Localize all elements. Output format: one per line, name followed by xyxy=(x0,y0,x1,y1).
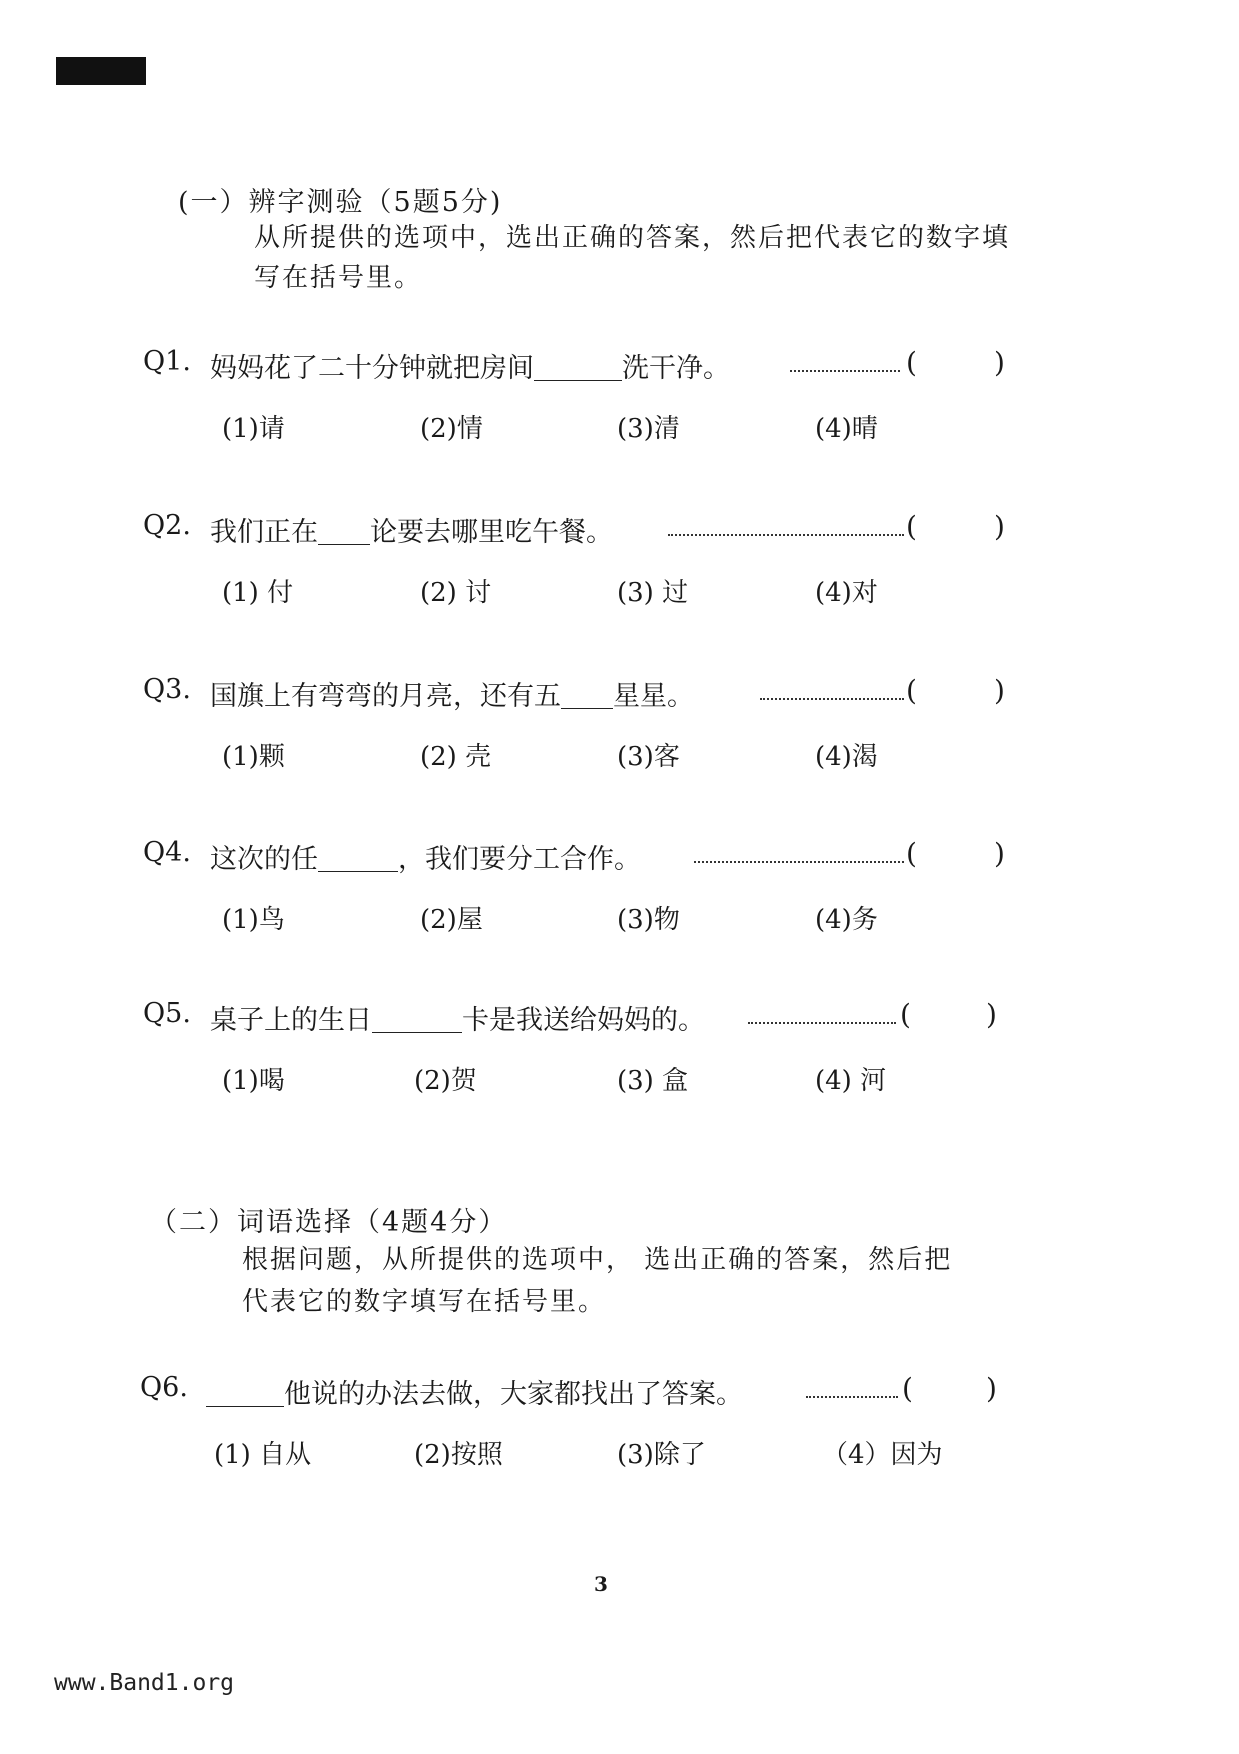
option-4: (4)务 xyxy=(815,905,878,935)
question-number: Q2. xyxy=(143,510,191,541)
answer-paren-right: ) xyxy=(994,346,1005,379)
answer-paren-left: ( xyxy=(906,346,917,379)
leader-dots xyxy=(760,680,904,700)
question-q5 xyxy=(0,998,1239,1138)
question-text-before-blank: 我们正在 xyxy=(210,517,318,548)
answer-paren-left: ( xyxy=(906,837,917,870)
option-2: (2)屋 xyxy=(420,905,483,935)
question-text-after-blank: 洗干净。 xyxy=(622,353,730,384)
question-number: Q3. xyxy=(143,674,191,705)
leader-dots xyxy=(668,516,904,536)
question-text-after-blank: 论要去哪里吃午餐。 xyxy=(370,517,613,548)
answer-blank xyxy=(561,684,613,709)
section1-instruction-line1: 从所提供的选项中，选出正确的答案，然后把代表它的数字填 xyxy=(254,223,1011,253)
answer-paren-left: ( xyxy=(906,510,917,543)
answer-blank xyxy=(206,1382,284,1407)
option-3: (3)除了 xyxy=(617,1440,706,1470)
answer-paren-right: ) xyxy=(986,1372,997,1405)
question-number: Q1. xyxy=(143,346,191,377)
option-1: (1)鸟 xyxy=(222,905,285,935)
answer-blank xyxy=(318,847,398,872)
question-text-before-blank: 桌子上的生日 xyxy=(210,1005,372,1036)
option-3: (3) 盒 xyxy=(617,1066,689,1096)
question-text xyxy=(210,998,705,1037)
answer-paren-left: ( xyxy=(900,998,911,1031)
option-2: (2)情 xyxy=(420,414,483,444)
option-1: (1) 自从 xyxy=(214,1440,312,1470)
section2-instruction-line2: 代表它的数字填写在括号里。 xyxy=(242,1287,607,1317)
question-q4 xyxy=(0,837,1239,977)
option-3: (3)物 xyxy=(617,905,680,935)
answer-paren-left: ( xyxy=(906,674,917,707)
option-3: (3) 过 xyxy=(617,578,689,608)
question-number: Q5. xyxy=(143,998,191,1029)
option-1: (1) 付 xyxy=(222,578,294,608)
section2-instruction-line1: 根据问题，从所提供的选项中， 选出正确的答案，然后把 xyxy=(242,1245,953,1275)
option-2: (2)贺 xyxy=(414,1066,477,1096)
answer-blank xyxy=(534,356,622,381)
question-text xyxy=(210,674,694,713)
option-2: (2) 壳 xyxy=(420,742,492,772)
option-4: (4)晴 xyxy=(815,414,878,444)
question-text-after-blank: 卡是我送给妈妈的。 xyxy=(462,1005,705,1036)
question-text xyxy=(210,510,613,549)
answer-paren-left: ( xyxy=(902,1372,913,1405)
question-text-before-blank: 国旗上有弯弯的月亮，还有五 xyxy=(210,681,561,712)
section1-instruction-line2: 写在括号里。 xyxy=(254,263,423,293)
question-text-after-blank: 他说的办法去做，大家都找出了答案。 xyxy=(284,1379,743,1410)
question-text xyxy=(210,837,641,876)
option-4: （4）因为 xyxy=(822,1440,943,1470)
option-1: (1)请 xyxy=(222,414,285,444)
footer-url: www.Band1.org xyxy=(54,1670,235,1696)
question-text xyxy=(206,1372,743,1411)
option-4: (4) 河 xyxy=(815,1066,887,1096)
question-q1 xyxy=(0,346,1239,486)
option-2: (2) 讨 xyxy=(420,578,492,608)
option-3: (3)客 xyxy=(617,742,680,772)
question-number: Q6. xyxy=(140,1372,188,1403)
question-text-after-blank: 星星。 xyxy=(613,681,694,712)
answer-paren-right: ) xyxy=(994,837,1005,870)
question-text-before-blank: 妈妈花了二十分钟就把房间 xyxy=(210,353,534,384)
answer-paren-right: ) xyxy=(986,998,997,1031)
option-3: (3)清 xyxy=(617,414,680,444)
question-q3 xyxy=(0,674,1239,814)
leader-dots xyxy=(748,1004,896,1024)
leader-dots xyxy=(694,843,904,863)
answer-paren-right: ) xyxy=(994,674,1005,707)
redacted-header-block xyxy=(56,57,146,85)
leader-dots xyxy=(790,352,900,372)
section1-title: (一）辨字测验（5题5分) xyxy=(178,187,503,218)
page-number: 3 xyxy=(594,1572,608,1596)
question-number: Q4. xyxy=(143,837,191,868)
option-4: (4)渴 xyxy=(815,742,878,772)
question-q2 xyxy=(0,510,1239,650)
question-text-before-blank: 这次的任 xyxy=(210,844,318,875)
question-q6 xyxy=(0,1372,1239,1512)
section2-title: （二）词语选择（4题4分） xyxy=(150,1207,508,1238)
leader-dots xyxy=(806,1378,898,1398)
answer-blank xyxy=(372,1008,462,1033)
option-2: (2)按照 xyxy=(414,1440,503,1470)
option-1: (1)颗 xyxy=(222,742,285,772)
option-4: (4)对 xyxy=(815,578,878,608)
option-1: (1)喝 xyxy=(222,1066,285,1096)
question-text xyxy=(210,346,730,385)
answer-blank xyxy=(318,520,370,545)
question-text-after-blank: ，我们要分工合作。 xyxy=(398,844,641,875)
answer-paren-right: ) xyxy=(994,510,1005,543)
